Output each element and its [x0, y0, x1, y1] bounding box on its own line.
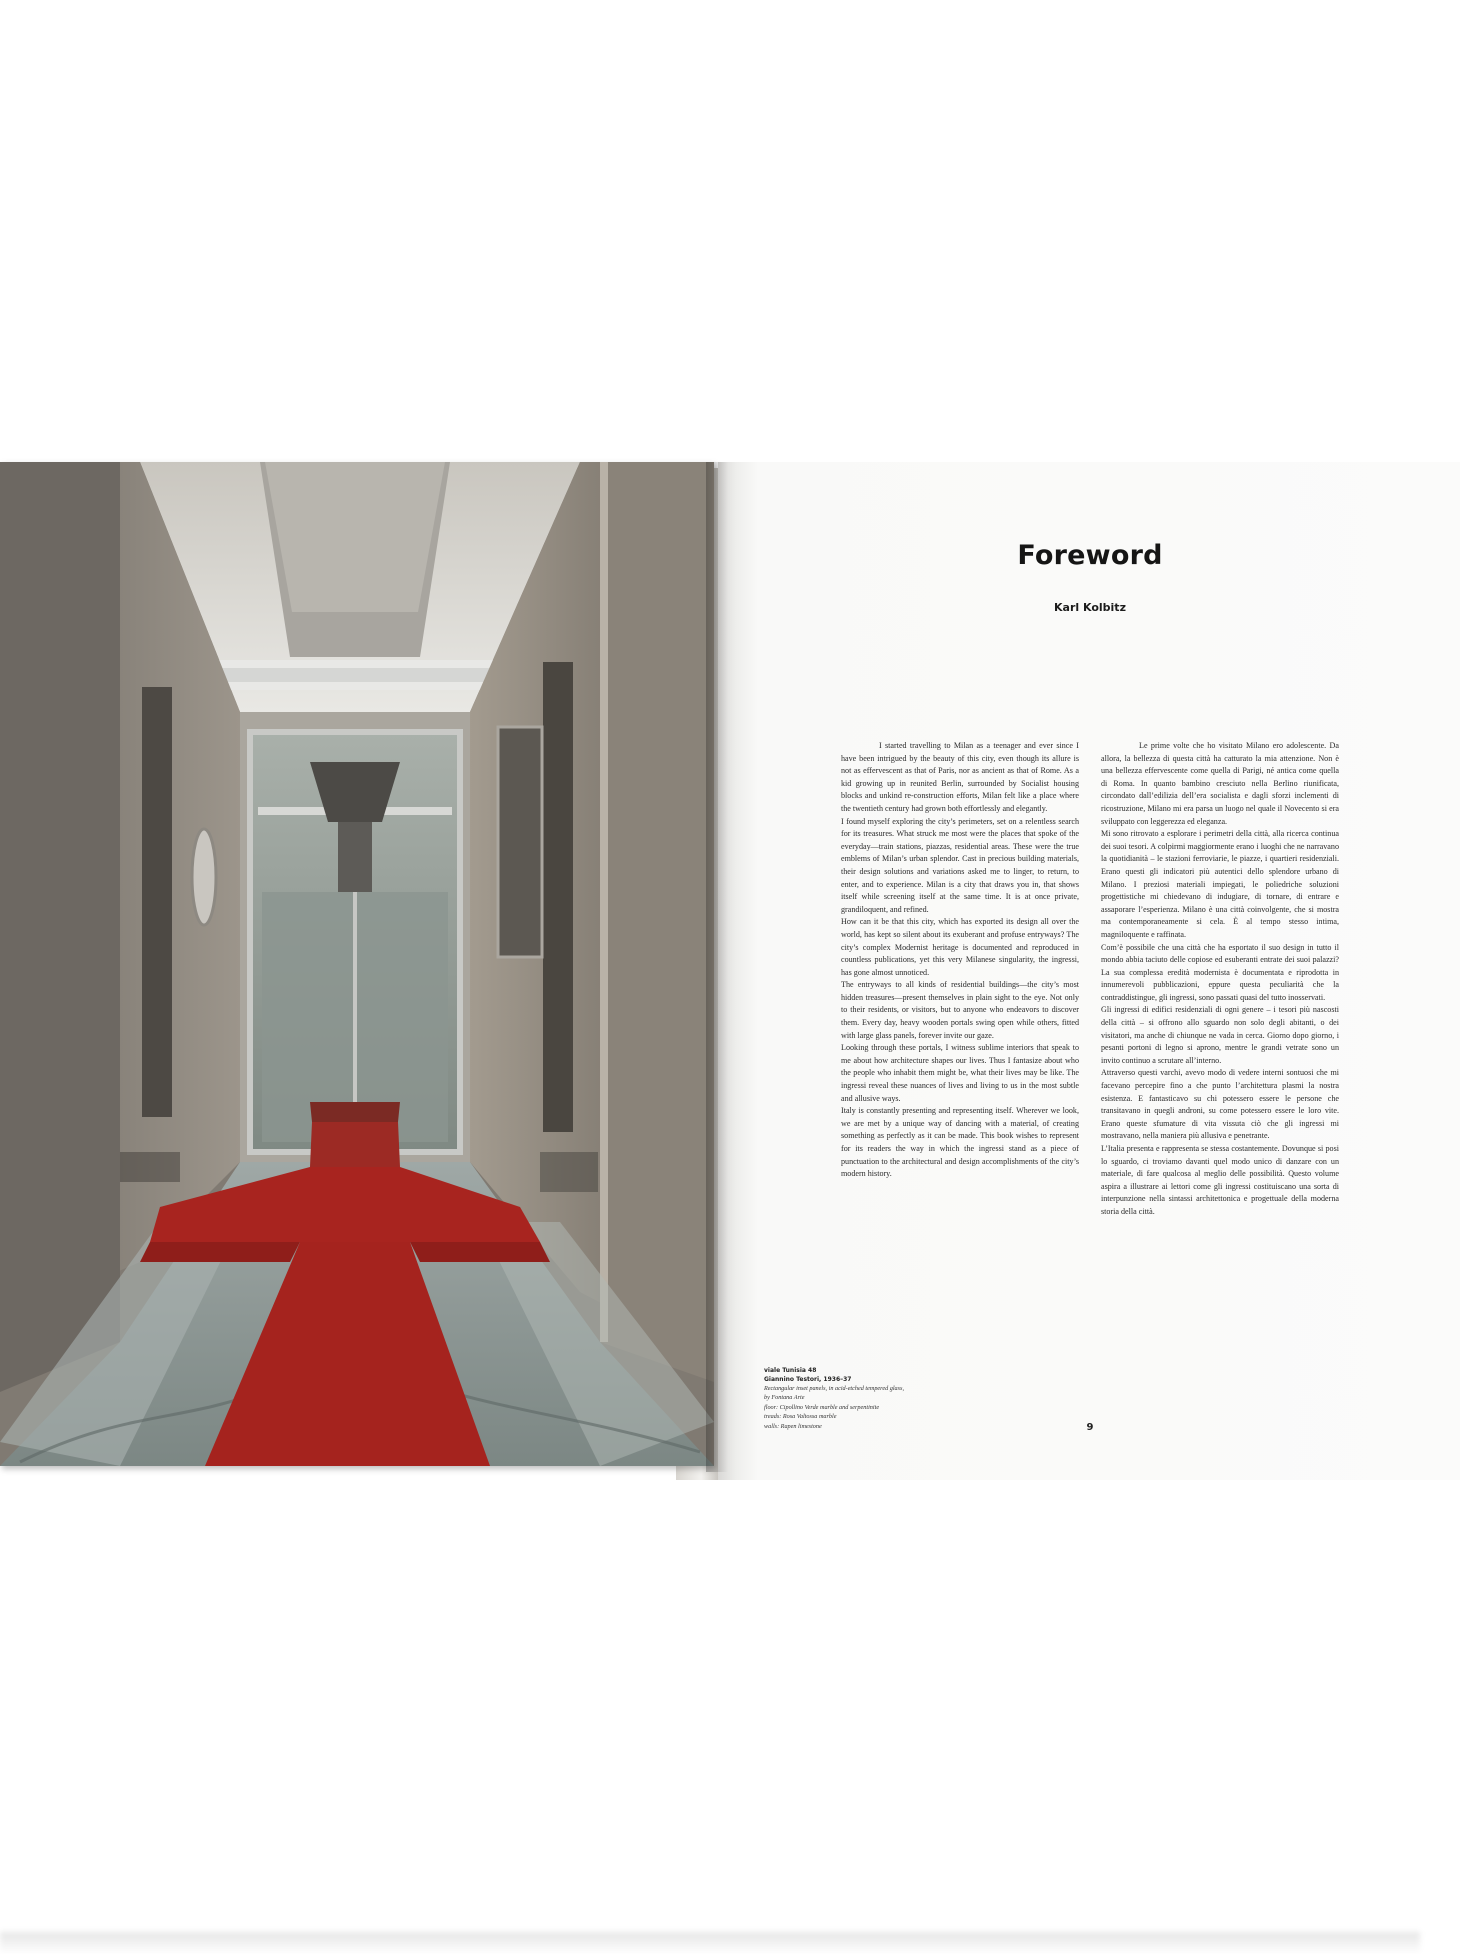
book-shadow — [0, 1932, 1420, 1954]
text-page — [718, 462, 1460, 1480]
entrance-hall-photo — [0, 462, 714, 1466]
caption-architect: Giannino Testori, 1936–37 — [764, 1376, 852, 1383]
caption-line: by Fontana Arte — [764, 1394, 805, 1402]
photo-caption — [764, 1366, 964, 1431]
paragraph: Gli ingressi di edifici residenziali di ogni genere – i tesori più nascosti della città – si offrono allo sguardo non solo degli abitanti, o dei visitatori, ma anche di chiunque ne vada in cerca. Giorno dopo giorno, i pesanti portoni di legno si aprono, mentre le grandi vetrate sono un invito continuo a scrutare all’interno. — [1101, 1005, 1339, 1065]
paragraph: Mi sono ritrovato a esplorare i perimetri della città, alla ricerca continua dei suoi tesori. A colpirmi maggiormente erano i luoghi che ne narravano la quotidianità – le stazioni ferroviarie, le piazze, i quartieri residenziali. Erano questi gli indicatori più autentici dello splendore urbano di Milano. I preziosi materiali impiegati, le poliedriche soluzioni progettistiche mi chiedevano di indugiare, di tornare, di entrare e assaporare l’esperienza. Milano è una città coinvolgente, che si mostra ma contemporaneamente si cela. È al tempo stesso intima, magniloquente e raffinata. — [1101, 829, 1339, 939]
paragraph: I started travelling to Milan as a teenager and ever since I have been intrigued by the beauty of this city, even though its allure is not as effervescent as that of Paris, nor as ancient as that of Rome. As a kid growing up in reunited Berlin, surrounded by Socialist housing blocks and unkind re-construction efforts, Milan felt like a place where the twentieth century had grown both effortlessly and elegantly. — [841, 741, 1079, 813]
paragraph: Le prime volte che ho visitato Milano ero adolescente. Da allora, la bellezza di questa città ha catturato la mia attenzione. Non è una bellezza effervescente come quella di Parigi, né antica come quella di Roma. In quanto bambino cresciuto nella Berlino riunificata, circondato dall’edilizia dell’era socialista e dagli sforzi inclementi di ricostruzione, Milano mi era parsa un luogo nel quale il Novecento si era sviluppato con leggerezza ed eleganza. — [1101, 741, 1339, 826]
italian-text-column — [1101, 740, 1339, 1219]
paragraph: Looking through these portals, I witness sublime interiors that speak to me about how architecture shapes our lives. Thus I fantasize about who the people who inhabit them might be, what their lives may be like. The ingressi reveal these nuances of lives and living to us in the most subtle and allusive ways. — [841, 1043, 1079, 1103]
paragraph: Com’è possibile che una città che ha esportato il suo design in tutto il mondo abbia taciuto delle copiose ed esuberanti entrate dei suoi palazzi? La sua complessa eredità modernista è documentata e riprodotta in innumerevoli pubblicazioni, eppure questa peculiarità che la contraddistingue, gli ingressi, sono passati quasi del tutto inosservati. — [1101, 942, 1339, 1002]
english-text-column — [841, 740, 1079, 1181]
caption-line: treads: Rosa Valtossa marble — [764, 1413, 837, 1421]
paragraph: Italy is constantly presenting and representing itself. Wherever we look, we are met by a unique way of dancing with a material, of creating something as perfectly as it can be made. This book wishes to represent for its readers the way in which the ingressi stand as a piece of punctuation to the architectural and design accomplishments of the city’s modern history. — [841, 1106, 1079, 1179]
caption-line: floor: Cipollino Verde marble and serpentinite — [764, 1403, 880, 1411]
page-title: Foreword — [1017, 540, 1163, 571]
author-name: Karl Kolbitz — [1054, 601, 1126, 614]
paragraph: The entryways to all kinds of residential buildings—the city’s most hidden treasures—present themselves in plain sight to the eye. Not only to their residents, or visitors, but to anyone who endeavors to discover them. Every day, heavy wooden portals swing open while others, fitted with large glass panels, forever invite our gaze. — [841, 980, 1079, 1040]
caption-address: viale Tunisia 48 — [764, 1367, 817, 1374]
paragraph: How can it be that this city, which has exported its design all over the world, has kept so silent about its exuberant and profuse entryways? The city’s complex Modernist heritage is documented and reproduced in countless publications, yet this very Milanese singularity, the ingressi, has gone almost unnoticed. — [841, 917, 1079, 977]
caption-line: Rectangular inset panels, in acid-etched tempered glass, — [764, 1385, 904, 1392]
page-number: 9 — [1086, 1422, 1094, 1433]
paragraph: L’Italia presenta e rappresenta se stessa costantemente. Dovunque si posi lo sguardo, ci troviamo davanti quel modo unico di danzare con un materiale, di fare qualcosa al meglio delle possibilità. Questo volume aspira a illustrare ai lettori come gli ingressi costituiscano una sorta di interpunzione nella sintassi architettonica e progettuale della moderna storia della città. — [1101, 1144, 1339, 1216]
caption-line: walls: Rapen limestone — [764, 1422, 822, 1430]
paragraph: I found myself exploring the city’s perimeters, set on a relentless search for its treasures. What struck me most were the places that spoke of the everyday—train stations, piazzas, residential areas. These were the true emblems of Milan’s urban splendor. Cast in precious building materials, their design solutions and variations asked me to linger, to return, to enter, and to experience. Milan is a city that draws you in, that shows itself while screening itself at the same time. It is at once private, grandiloquent, and refined. — [841, 816, 1079, 914]
paragraph: Attraverso questi varchi, avevo modo di vedere interni sontuosi che mi facevano percepire fino a che punto l’architettura plasmi la nostra esistenza. E fantasticavo su chi potessero essere le persone che transitavano in quegli androni, su come potessero essere le loro vite. Erano queste sfumature di vita vissuta ciò che gli ingressi mi mostravano, nella maniera più allusiva e penetrante. — [1101, 1068, 1339, 1141]
photo-illustration — [0, 462, 714, 1466]
